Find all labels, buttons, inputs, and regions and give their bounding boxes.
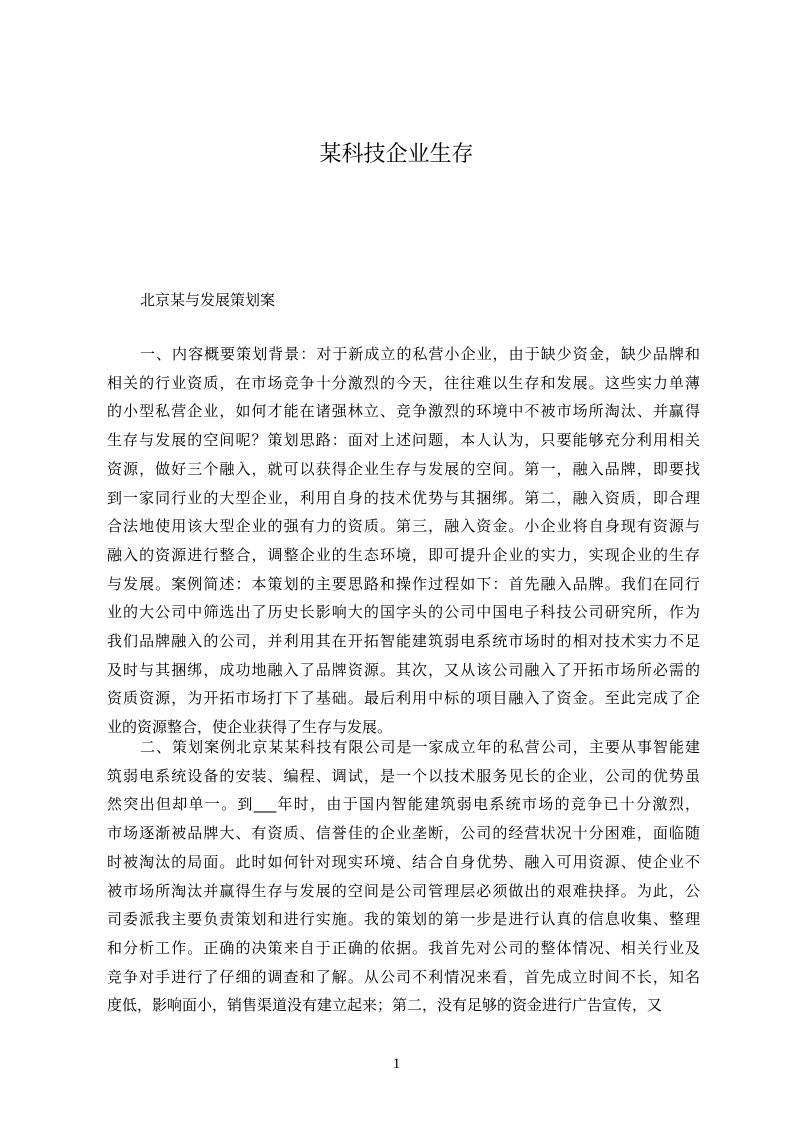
paragraph-line: 司委派我主要负责策划和进行实施。我的策划的第一步是进行认真的信息收集、整理	[107, 910, 700, 929]
paragraph-line: 一、内容概要策划背景：对于新成立的私营小企业，由于缺少资金，缺少品牌和	[140, 345, 700, 363]
paragraph-line: 与发展。案例简述：本策划的主要思路和操作过程如下：首先融入品牌。我们在同行	[107, 574, 700, 593]
paragraph-line: 和分析工作。正确的决策来自于正确的依据。我首先对公司的整体情况、相关行业及	[107, 938, 700, 957]
document-subtitle: 北京某与发展策划案	[140, 291, 276, 309]
paragraph-line: 合法地使用该大型企业的强有力的资质。第三，融入资金。小企业将自身现有资源与	[107, 517, 700, 536]
paragraph-line: 的小型私营企业，如何才能在诸强林立、竞争激烈的环境中不被市场所淘汰、并赢得	[107, 402, 700, 421]
paragraph-line: 相关的行业资质，在市场竞争十分激烈的今天，往往难以生存和发展。这些实力单薄	[107, 373, 700, 392]
paragraph-line: 资质资源，为开拓市场打下了基础。最后利用中标的项目融入了资金。至此完成了企	[107, 689, 700, 708]
paragraph-line: 竞争对手进行了仔细的调查和了解。从公司不利情况来看，首先成立时间不长，知名	[107, 967, 700, 986]
paragraph-line: 度低，影响面小，销售渠道没有建立起来；第二，没有足够的资金进行广告宣传，又	[107, 996, 663, 1015]
paragraph-line: 业的大公司中筛选出了历史长影响大的国字头的公司中国电子科技公司研究所，作为	[107, 603, 700, 622]
paragraph-line: 时被淘汰的局面。此时如何针对现实环境、结合自身优势、融入可用资源、使企业不	[107, 852, 700, 871]
paragraph-line: 被市场所淘汰并赢得生存与发展的空间是公司管理层必须做出的艰难抉择。为此，公	[107, 881, 700, 900]
paragraph-line: 融入的资源进行整合，调整企业的生态环境，即可提升企业的实力，实现企业的生存	[107, 545, 700, 564]
document-title: 某科技企业生存	[319, 142, 474, 167]
paragraph-line: 然突出但却单一。到___年时，由于国内智能建筑弱电系统市场的竞争已十分激烈，	[107, 795, 700, 814]
paragraph-line: 资源，做好三个融入，就可以获得企业生存与发展的空间。第一，融入品牌，即要找	[107, 459, 700, 478]
paragraph-line: 业的资源整合，使企业获得了生存与发展。	[107, 718, 393, 737]
paragraph-line: 生存与发展的空间呢？策划思路：面对上述问题，本人认为，只要能够充分利用相关	[107, 431, 700, 450]
paragraph-line: 筑弱电系统设备的安装、编程、调试，是一个以技术服务见长的企业，公司的优势虽	[107, 766, 700, 785]
paragraph-line: 到一家同行业的大型企业，利用自身的技术优势与其捆绑。第二，融入资质，即合理	[107, 488, 700, 507]
paragraph-line: 二、策划案例北京某某科技有限公司是一家成立年的私营公司，主要从事智能建	[140, 738, 700, 756]
paragraph-line: 我们品牌融入的公司，并利用其在开拓智能建筑弱电系统市场时的相对技术实力不足	[107, 632, 700, 650]
page-number: 1	[392, 1056, 401, 1072]
paragraph-line: 市场逐渐被品牌大、有资质、信誉佳的企业垄断，公司的经营状况十分困难，面临随	[107, 824, 700, 843]
paragraph-line: 及时与其捆绑，成功地融入了品牌资源。其次，又从该公司融入了开拓市场所必需的	[107, 660, 700, 679]
